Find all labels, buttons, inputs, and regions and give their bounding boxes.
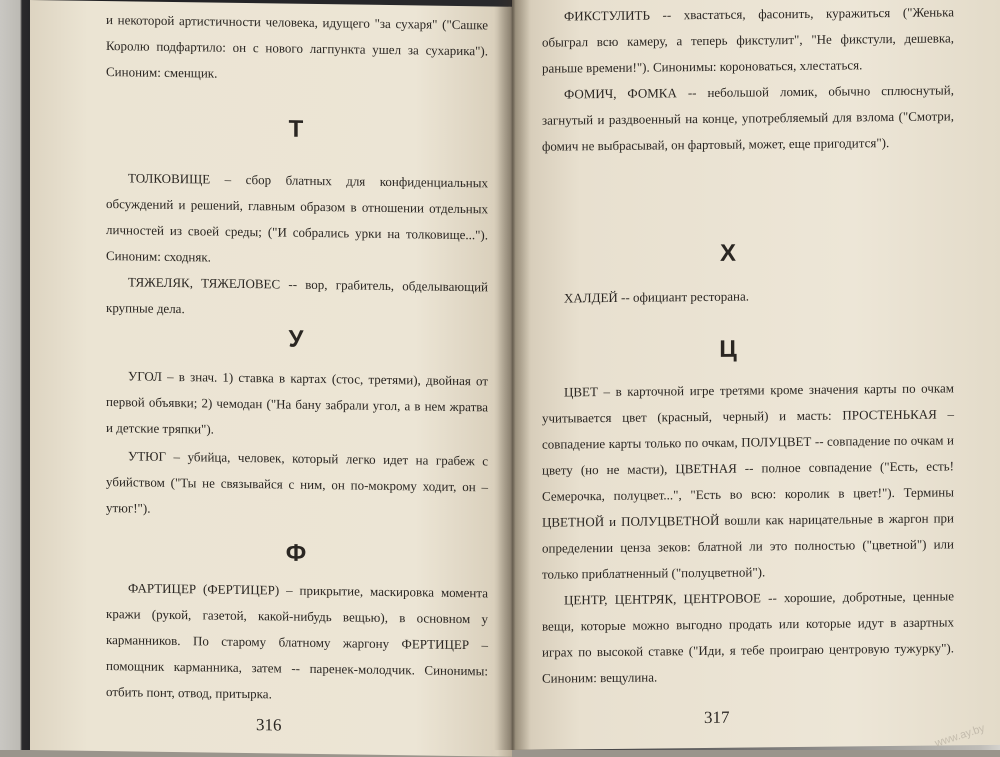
left-page [30, 0, 512, 757]
entry-tsentr: ЦЕНТР, ЦЕНТРЯК, ЦЕНТРОВОЕ -- хорошие, добротные, ценные вещи, которые можно выгодно продать или которые идут в азартных играх по высокой ставке ("Иди, я тебе проиграю центровую тужурку"). Синоним: вещулина. [542, 588, 954, 686]
entry-utyug: УТЮГ – убийца, человек, который легко идет на грабеж с убийством ("Ты не связывайся с ним, он по-мокрому ходит, он – утюг!"). [106, 448, 488, 516]
book-gutter-shadow [494, 0, 530, 750]
entry-fomich: ФОМИЧ, ФОМКА -- небольшой ломик, обычно сплюснутый, загнутый и раздвоенный на конце, употребляемый для взлома ("Смотри, фомич не выбрасывай, он фартовый, может, еще пригодится"). [542, 82, 954, 154]
right-top-entries [542, 0, 954, 160]
section-letter-u: У [288, 325, 304, 353]
page-number-left: 316 [256, 715, 282, 735]
entry-fikstulit: ФИКСТУЛИТЬ -- хвастаться, фасонить, куражиться ("Женька обыграл всю камеру, а теперь фикстулит", "Не фикстули, дешевка, раньше времени!"). Синонимы: короноваться, хлестаться. [542, 4, 954, 76]
section-f-entries [106, 575, 488, 710]
entry-tolkovishche: ТОЛКОВИЩЕ – сбор блатных для конфиденциальных обсуждений и решений, главным образом в отношении отдельных личностей из своей среды; ("И собрались урки на толковище..."). Синоним: сходняк. [106, 170, 488, 265]
entry-ugol: УГОЛ – в знач. 1) ставка в картах (стос, третями), двойная от первой объявки; 2) чемодан ("На бану забрали угол, а в нем жратва и детские тряпки"). [106, 368, 488, 437]
watermark: www.ay.by [933, 722, 987, 750]
entry-tsvet: ЦВЕТ – в карточной игре третями кроме значения карты по очкам учитывается цвет (красный, черный) и масть: ПРОСТЕНЬКАЯ – совпадение карты только по очкам, ПОЛУЦВЕТ -- совпадение по очкам и цвету (но не масти), ЦВЕТНАЯ -- полное совпадение ("Есть, есть! Семерочка, полуцвет...", "Есть во всю: королик в цвет!"). Термины ЦВЕТНОЙ и ПОЛУЦВЕТНОЙ вошли как нарицательные в жаргон при определении ценза зеков: блатной ли это полностью ("цветной") или только приблатненный ("полуцветной"). [542, 380, 954, 582]
section-kh-entries [542, 281, 954, 311]
entry-tyazhelyak: ТЯЖЕЛЯК, ТЯЖЕЛОВЕС -- вор, грабитель, обделывающий крупные дела. [106, 274, 488, 317]
right-page [512, 0, 1000, 750]
section-ts-entries [542, 375, 954, 691]
entry-farticer: ФАРТИЦЕР (ФЕРТИЦЕР) – прикрытие, маскировка момента кражи (рукой, газетой, какой-нибудь вещью), в основном у карманников. По старому блатному жаргону ФЕРТИЦЕР – помощник карманника, затем -- паренек-молодчик. Синонимы: отбить понт, отвод, притырка. [106, 580, 488, 702]
section-t-entries [106, 165, 488, 326]
section-letter-ts: Ц [719, 335, 737, 363]
page-number-right: 317 [704, 707, 730, 727]
entry-khaldey: ХАЛДЕЙ -- официант ресторана. [564, 288, 750, 306]
section-letter-t: Т [288, 115, 304, 143]
section-u-entries [106, 363, 488, 526]
continuation-paragraph: и некоторой артистичности человека, идущего "за сухаря" ("Сашке Королю подфартило: он с нового лагпункта ушел за сухарика"). Синоним: сменщик. [106, 12, 488, 81]
section-letter-kh: Х [719, 239, 736, 267]
section-letter-f: Ф [285, 539, 307, 567]
left-continuation-block [106, 7, 488, 90]
